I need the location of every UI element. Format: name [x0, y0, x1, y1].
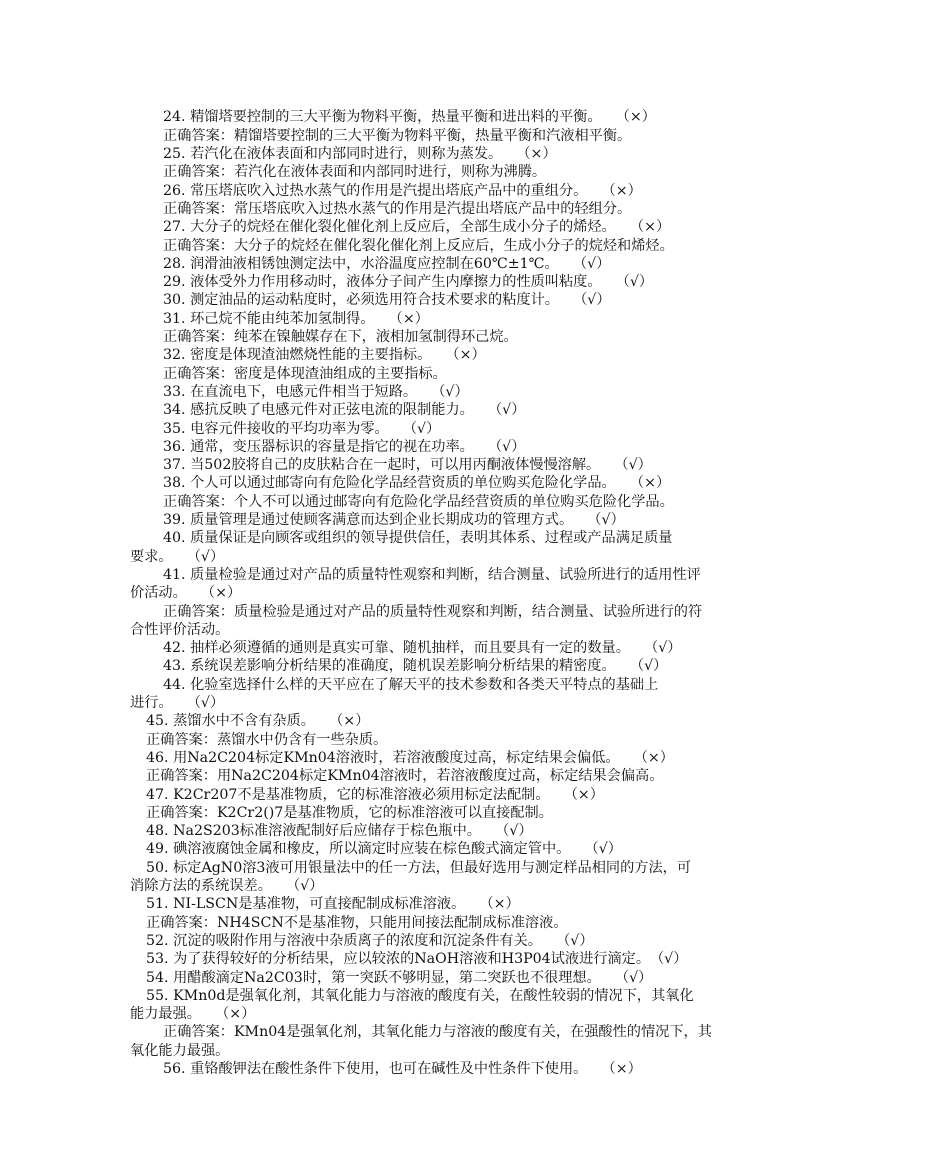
text-line: 价活动。 （×） — [130, 585, 242, 601]
text-line: 合性评价活动。 — [130, 622, 230, 638]
text-line: 52. 沉淀的吸附作用与溶液中杂质离子的浓度和沉淀条件有关。 （√） — [146, 933, 594, 949]
text-line: 进行。 （√） — [130, 695, 225, 711]
text-line: 44. 化验室选择什么样的天平应在了解天平的技术参数和各类天平特点的基础上 — [163, 677, 659, 693]
text-line: 正确答案：用Na2C204标定KMn04溶液时，若溶液酸度过高，标定结果会偏高。 — [146, 768, 664, 784]
text-line: 正确答案：个人不可以通过邮寄向有危险化学品经营资质的单位购买危险化学品。 — [163, 494, 674, 510]
text-line: 30. 测定油品的运动粘度时，必须选用符合技术要求的粘度计。 （√） — [163, 292, 611, 308]
text-line: 正确答案：质量检验是通过对产品的质量特性观察和判断，结合测量、试验所进行的符 — [163, 604, 703, 620]
text-line: 54. 用醋酸滴定Na2C03时，第一突跃不够明显，第二突跃也不很理想。 （√） — [146, 970, 653, 986]
text-line: 29. 液体受外力作用移动时，液体分子间产生内摩擦力的性质叫粘度。 （√） — [163, 274, 654, 290]
text-line: 35. 电容元件接收的平均功率为零。 （√） — [163, 421, 441, 437]
text-line: 38. 个人可以通过邮寄向有危险化学品经营资质的单位购买危险化学品。 （×） — [163, 475, 671, 491]
text-line: 45. 蒸馏水中不含有杂质。 （×） — [146, 713, 370, 729]
text-line: 正确答案：常压塔底吹入过热水蒸气的作用是汽提出塔底产品中的轻组分。 — [163, 201, 632, 217]
text-line: 33. 在直流电下，电感元件相当于短路。 （√） — [163, 384, 469, 400]
text-line: 34. 感抗反映了电感元件对正弦电流的限制能力。 （√） — [163, 402, 526, 418]
text-line: 47. K2Cr207不是基准物质，它的标准溶液必须用标定法配制。 （×） — [146, 787, 604, 803]
text-line: 要求。 （√） — [130, 549, 225, 565]
text-line: 25. 若汽化在液体表面和内部同时进行，则称为蒸发。 （×） — [163, 146, 557, 162]
text-line: 56. 重铬酸钾法在酸性条件下使用，也可在碱性及中性条件下使用。 （×） — [163, 1061, 642, 1077]
text-line: 26. 常压塔底吹入过热水蒸气的作用是汽提出塔底产品中的重组分。 （×） — [163, 183, 642, 199]
text-line: 消除方法的系统误差。 （√） — [130, 878, 324, 894]
text-line: 41. 质量检验是通过对产品的质量特性观察和判断，结合测量、试验所进行的适用性评 — [163, 567, 701, 583]
text-line: 28. 润滑油液相锈蚀测定法中，水浴温度应控制在60℃±1℃。 （√） — [163, 256, 611, 272]
text-line: 53. 为了获得较好的分析结果，应以较浓的NaOH溶液和H3P04试液进行滴定。 （√） — [146, 951, 688, 967]
text-line: 正确答案：蒸馏水中仍含有一些杂质。 — [146, 732, 388, 748]
text-line: 48. Na2S203标准溶液配制好后应储存于棕色瓶中。 （√） — [146, 823, 533, 839]
text-line: 49. 碘溶液腐蚀金属和橡皮，所以滴定时应装在棕色酸式滴定管中。 （√） — [146, 841, 622, 857]
text-line: 正确答案：纯苯在镍触媒存在下，液相加氢制得环己烷。 — [163, 329, 518, 345]
text-line: 32. 密度是体现渣油燃烧性能的主要指标。 （×） — [163, 347, 486, 363]
text-line: 37. 当502胶将自己的皮肤粘合在一起时，可以用丙酮液体慢慢溶解。 （√） — [163, 457, 652, 473]
text-line: 能力最强。 （×） — [130, 1006, 256, 1022]
text-line: 正确答案：密度是体现渣油组成的主要指标。 — [163, 366, 447, 382]
text-line: 正确答案：大分子的烷烃在催化裂化催化剂上反应后，生成小分子的烷烃和烯烃。 — [163, 238, 674, 254]
text-line: 正确答案：若汽化在液体表面和内部同时进行，则称为沸腾。 — [163, 164, 547, 180]
text-line: 36. 通常，变压器标识的容量是指它的视在功率。 （√） — [163, 439, 526, 455]
text-line: 氧化能力最强。 — [130, 1043, 230, 1059]
text-line: 24. 精馏塔要控制的三大平衡为物料平衡，热量平衡和进出料的平衡。 （×） — [163, 109, 656, 125]
text-line: 27. 大分子的烷烃在催化裂化催化剂上反应后，全部生成小分子的烯烃。 （×） — [163, 219, 671, 235]
text-line: 正确答案：KMn04是强氧化剂，其氧化能力与溶液的酸度有关，在强酸性的情况下，其 — [163, 1024, 712, 1040]
text-line: 正确答案：K2Cr2()7是基准物质，它的标准溶液可以直接配制。 — [146, 805, 553, 821]
text-line: 55. KMn0d是强氧化剂，其氧化能力与溶液的酸度有关，在酸性较弱的情况下，其氧化 — [146, 988, 694, 1004]
text-line: 正确答案：NH4SCN不是基准物，只能用间接法配制成标准溶液。 — [146, 915, 568, 931]
text-line: 31. 环己烷不能由纯苯加氢制得。 （×） — [163, 311, 429, 327]
text-line: 46. 用Na2C204标定KMn04溶液时，若溶液酸度过高，标定结果会偏低。 （×） — [146, 750, 674, 766]
text-line: 42. 抽样必须遵循的通则是真实可靠、随机抽样，而且要具有一定的数量。 （√） — [163, 640, 682, 656]
text-line: 51. NI-LSCN是基准物，可直接配制成标准溶液。 （×） — [146, 896, 520, 912]
text-line: 40. 质量保证是向顾客或组织的领导提供信任，表明其体系、过程或产品满足质量 — [163, 530, 673, 546]
text-line: 正确答案：精馏塔要控制的三大平衡为物料平衡，热量平衡和汽液相平衡。 — [163, 128, 632, 144]
text-line: 50. 标定AgN0溶3液可用银量法中的任一方法，但最好选用与测定样品相同的方法，可 — [146, 860, 692, 876]
text-line: 43. 系统误差影响分析结果的准确度，随机误差影响分析结果的精密度。 （√） — [163, 658, 668, 674]
text-line: 39. 质量管理是通过使顾客满意而达到企业长期成功的管理方式。 （√） — [163, 512, 625, 528]
